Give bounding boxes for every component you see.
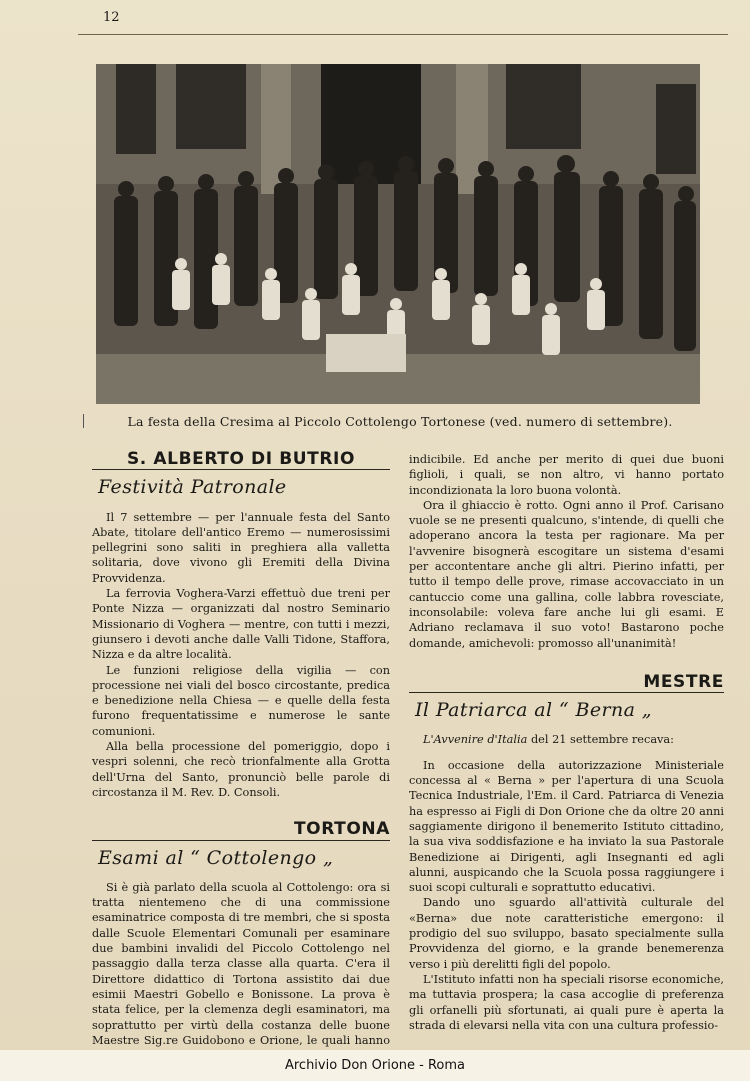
paragraph: indicibile. Ed anche per merito di quei due buoni figlioli, i quali, se non altro, vi hanno portato incondizionata la loro buona volontà. (409, 453, 724, 497)
page-number: 12 (103, 10, 120, 25)
right-column (409, 452, 724, 1033)
archive-footer: Archivio Don Orione - Roma (0, 1050, 750, 1081)
paragraph: Ora il ghiaccio è rotto. Ogni anno il Prof. Carisano vuole se ne presenti qualcuno, s'intende, di quelli che adoperano ancora la testa per ragionare. Ma per l'avvenire bisognerà escogitare un sistema d'esami per accontentare anche gli altri. Pierino infatti, per tutto il tempo delle prove, rimase accovacciato in un cantuccio come una gallina, colle labbra rovesciate, inconsolabile: voleva fare anche lui gli esami. E Adriano reclamava il suo voto! Bastarono poche domande, amichevoli: promosso all'unanimità! (409, 498, 724, 650)
paragraph: In occasione della autorizzazione Ministeriale concessa al « Berna » per l'apertura di una Scuola Tecnica Industriale, l'Em. il Card. Patriarca di Venezia ha espresso ai Figli di Don Orione che da oltre 20 anni saggiamente dirigono il benemerito Istituto cittadino, la sua viva soddisfazione e ha inviato la sua Pastorale Benedizione ai Dirigenti, agli Insegnanti ed agli alunni, auspicando che la Scuola possa raggiungere i suoi scopi culturali e soprattutto educativi. (409, 758, 724, 895)
article-intro: L'Avvenire d'Italia del 21 settembre recava: (423, 733, 674, 747)
paragraph: Le funzioni religiose della vigilia — con processione nei viali del bosco circostante, predica e benedizione nella Chiesa — e quelle della festa furono frequentatissime e numerose le sante comunioni. (92, 663, 390, 738)
newspaper-name: L'Avvenire d'Italia (423, 733, 528, 747)
margin-mark (83, 414, 84, 428)
section-heading-mestre: MESTRE (409, 675, 724, 693)
photo-caption: La festa della Cresima al Piccolo Cottolengo Tortonese (ved. numero di settembre). (127, 414, 673, 429)
left-column (92, 449, 390, 1079)
paragraph: Il 7 settembre — per l'annuale festa del Santo Abate, titolare dell'antico Eremo — numerosissimi pellegrini sono saliti in preghiera alla valletta solitaria, dove vivono gli Eremiti della Divina Provvidenza. (92, 510, 390, 585)
article-title-patriarca: Il Patriarca al “ Berna „ (415, 699, 653, 722)
article-title-festivita: Festività Patronale (98, 476, 287, 499)
header-rule (78, 34, 728, 35)
paragraph: Alla bella processione del pomeriggio, dopo i vespri solenni, che recò trionfalmente alla Grotta dell'Urna del Santo, pronunciò belle parole di circostanza il M. Rev. D. Consoli. (92, 740, 390, 799)
section-heading-butrio: S. ALBERTO DI BUTRIO (92, 452, 390, 470)
photo-illustration (96, 64, 700, 404)
paragraph: La ferrovia Voghera-Varzi effettuò due treni per Ponte Nizza — organizzati dal nostro Seminario Missionario di Voghera — mentre, con tutti i mezzi, giunsero i devoti anche dalle Valli Tidone, Staffora, Nizza e da altre località. (92, 587, 390, 662)
paragraph: L'Istituto infatti non ha speciali risorse economiche, ma tuttavia prospera; la casa accoglie di preferenza gli orfanelli più sfortunati, ai quali pure è aperta la strada di elevarsi nella vita con una cultura professio- (409, 972, 724, 1032)
group-photograph (96, 64, 700, 404)
paragraph: Si è già parlato della scuola al Cottolengo: ora si tratta nientemeno che di una commissione esaminatrice composta di tre membri, che si sposta dalle Scuole Elementari Comunali per esaminare due bambini invalidi del Piccolo Cottolengo nel passaggio dalla terza classe alla quarta. C'era il Direttore didattico di Tortona assistito dai due esimii Maestri Gobello e Bonissone. La prova è stata felice, per la clemenza degli esaminatori, ma soprattutto per virtù della costanza delle buone Maestre Sig.re Guidobono e Orione, le quali hanno (92, 880, 390, 1047)
article-title-esami: Esami al “ Cottolengo „ (98, 846, 334, 869)
paragraph: Dando uno sguardo all'attività culturale del «Berna» due note caratteristiche emergono: il prodigio del suo sviluppo, basato specialmente sulla Provvidenza del giorno, e la grande benemerenza verso i più derelitti figli del popolo. (409, 896, 724, 971)
section-heading-tortona: TORTONA (92, 822, 390, 840)
